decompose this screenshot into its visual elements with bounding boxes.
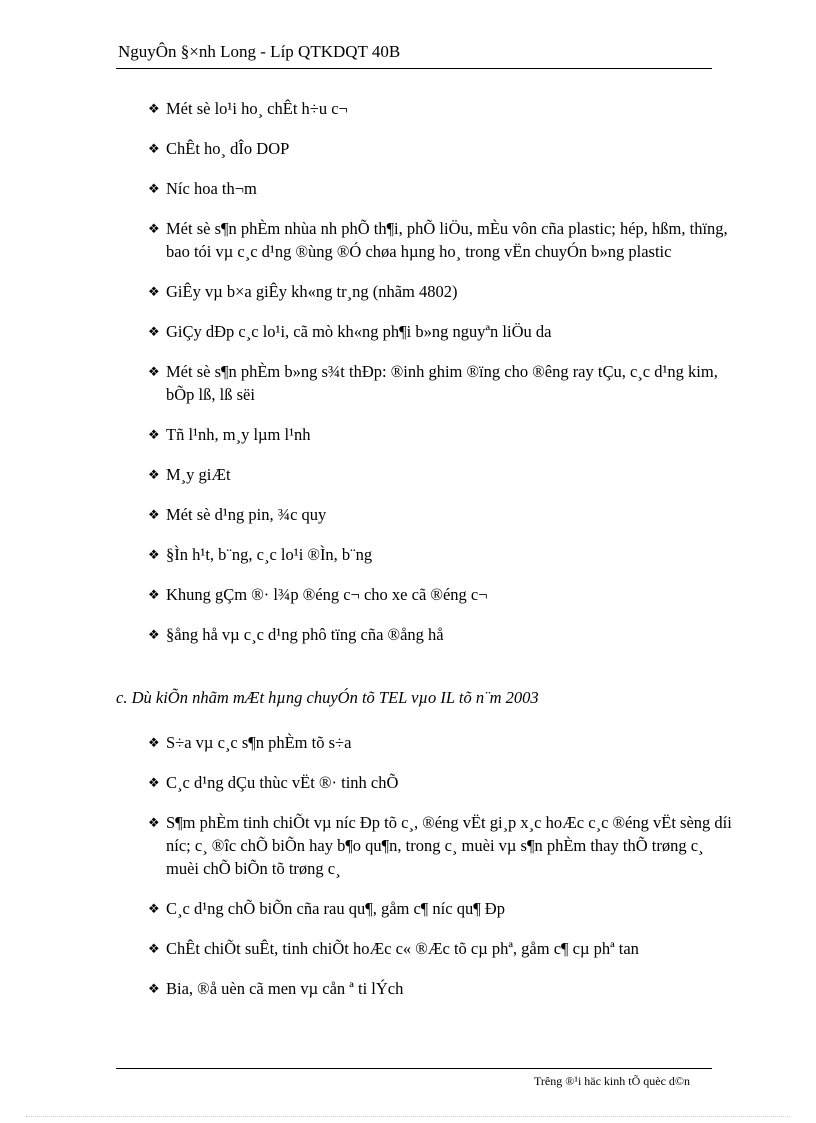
list-item-text: GiÊy vµ b×a giÊy kh«ng tr¸ng (nhãm 4802) <box>166 282 458 301</box>
list-item-text: ChÊt chiÕt suÊt, tinh chiÕt hoÆc c« ®Æc tõ cµ phª, gåm c¶ cµ phª tan <box>166 939 639 958</box>
diamond-bullet-icon: ❖ <box>148 324 160 339</box>
diamond-bullet-icon: ❖ <box>148 364 160 379</box>
list-item-text: Bia, ®å uèn cã men vµ cån ª ti lÝch <box>166 979 404 998</box>
diamond-bullet-icon: ❖ <box>148 221 160 236</box>
list-item-text: §ång hå vµ c¸c d¹ng phô tïng cña ®ång hå <box>166 625 444 644</box>
list-item-text: S÷a vµ c¸c s¶n phÈm tõ s÷a <box>166 733 352 752</box>
import-list <box>148 97 738 663</box>
list-item <box>148 583 738 606</box>
footer-divider <box>116 1068 712 1069</box>
list-item <box>148 177 738 200</box>
list-item <box>148 423 738 446</box>
list-item <box>148 897 738 920</box>
list-item <box>148 463 738 486</box>
diamond-bullet-icon: ❖ <box>148 901 160 916</box>
diamond-bullet-icon: ❖ <box>148 284 160 299</box>
list-item <box>148 731 738 754</box>
diamond-bullet-icon: ❖ <box>148 627 160 642</box>
list-item-text: C¸c d¹ng chÕ biÕn cña rau qu¶, gåm c¶ níc qu¶ Ðp <box>166 899 505 918</box>
list-item <box>148 811 738 880</box>
diamond-bullet-icon: ❖ <box>148 141 160 156</box>
list-item-text: Mét sè lo¹i ho¸ chÊt h÷u c¬ <box>166 99 348 118</box>
list-item-text: §Ìn h¹t, b¨ng, c¸c lo¹i ®Ìn, b¨ng <box>166 545 373 564</box>
list-item <box>148 771 738 794</box>
list-item-text: ChÊt ho¸ dÎo DOP <box>166 139 290 158</box>
list-item-text: C¸c d¹ng dÇu thùc vËt ®· tinh chÕ <box>166 773 399 792</box>
list-item <box>148 360 738 406</box>
list-item-text: M¸y giÆt <box>166 465 231 484</box>
list-item <box>148 937 738 960</box>
diamond-bullet-icon: ❖ <box>148 547 160 562</box>
diamond-bullet-icon: ❖ <box>148 181 160 196</box>
list-item <box>148 217 738 263</box>
page-edge-dotted-line <box>26 1116 790 1117</box>
list-item <box>148 543 738 566</box>
list-item-text: Mét sè d¹ng pin, ¾c quy <box>166 505 327 524</box>
list-item <box>148 97 738 120</box>
list-item <box>148 623 738 646</box>
header-divider <box>116 68 712 69</box>
diamond-bullet-icon: ❖ <box>148 735 160 750</box>
diamond-bullet-icon: ❖ <box>148 775 160 790</box>
diamond-bullet-icon: ❖ <box>148 941 160 956</box>
tel-to-il-list <box>148 731 738 1017</box>
list-item-text: Tñ l¹nh, m¸y lµm l¹nh <box>166 425 311 444</box>
diamond-bullet-icon: ❖ <box>148 101 160 116</box>
diamond-bullet-icon: ❖ <box>148 815 160 830</box>
diamond-bullet-icon: ❖ <box>148 981 160 996</box>
list-item-text: Mét sè s¶n phÈm nhùa nh phÕ th¶i, phÕ liÖu, mÈu vôn cña plastic; hép, hßm, thïng, bao tói vµ c¸c d¹ng ®ùng ®Ó chøa hµng ho¸ trong vËn chuyÓn b»ng plastic <box>166 219 728 261</box>
list-item <box>148 137 738 160</box>
list-item <box>148 280 738 303</box>
diamond-bullet-icon: ❖ <box>148 427 160 442</box>
page-header: NguyÔn §×nh Long - Líp QTKDQT 40B <box>118 42 401 61</box>
page-footer: Trêng ®¹i häc kinh tÕ quèc d©n <box>534 1074 691 1088</box>
list-item-text: Khung gÇm ®· l¾p ®éng c¬ cho xe cã ®éng c¬ <box>166 585 488 604</box>
diamond-bullet-icon: ❖ <box>148 507 160 522</box>
diamond-bullet-icon: ❖ <box>148 587 160 602</box>
list-item-text: S¶m phÈm tinh chiÕt vµ níc Ðp tõ c¸, ®éng vËt gi¸p x¸c hoÆc c¸c ®éng vËt sèng díi níc; c¸ ®îc chÕ biÕn hay b¶o qu¶n, trong c¸ muèi vµ s¶n phÈm thay thÕ trøng c¸ muèi chÕ biÕn tõ trøng c¸ <box>166 813 732 878</box>
list-item-text: Níc hoa th¬m <box>166 179 257 198</box>
list-item <box>148 977 738 1000</box>
section-heading-c: c. Dù kiÕn nhãm mÆt hµng chuyÓn tõ TEL vµo IL tõ n¨m 2003 <box>116 688 539 707</box>
list-item-text: Mét sè s¶n phÈm b»ng s¾t thÐp: ®inh ghim ®ïng cho ®êng ray tÇu, c¸c d¹ng kim, bÕp lß, lß sëi <box>166 362 718 404</box>
list-item <box>148 503 738 526</box>
list-item <box>148 320 738 343</box>
list-item-text: GiÇy dÐp c¸c lo¹i, cã mò kh«ng ph¶i b»ng nguyªn liÖu da <box>166 322 552 341</box>
diamond-bullet-icon: ❖ <box>148 467 160 482</box>
